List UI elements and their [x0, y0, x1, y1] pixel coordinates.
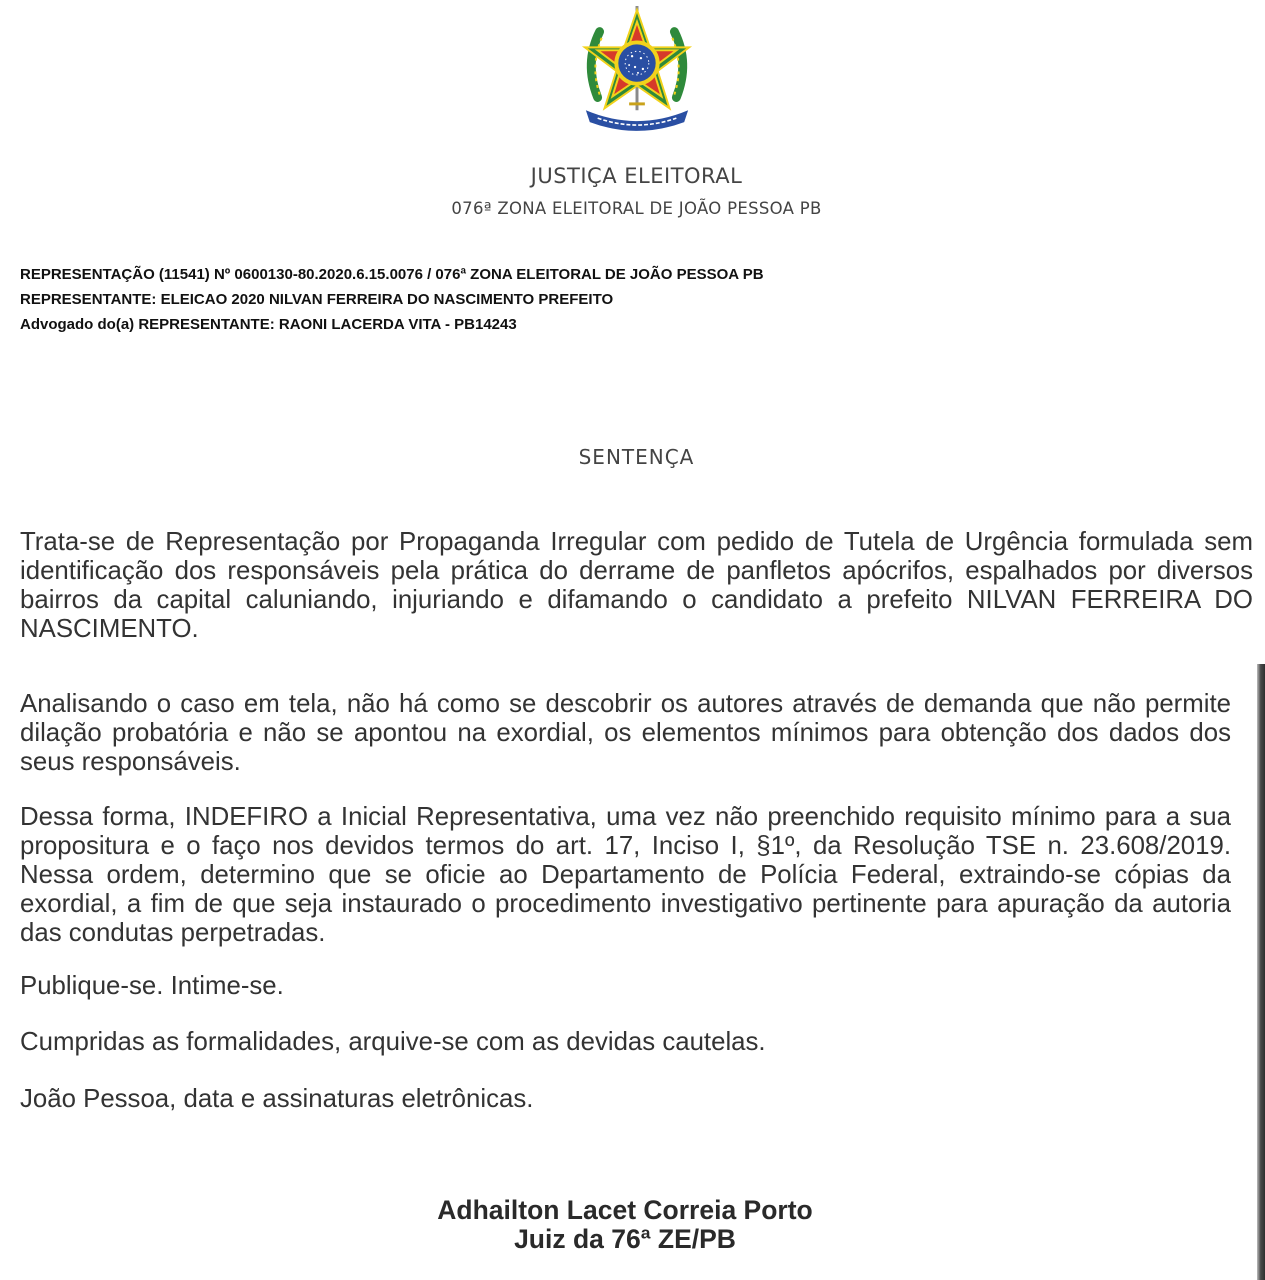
judge-role: Juiz da 76ª ZE/PB — [514, 1224, 736, 1254]
attorney-line: Advogado do(a) REPRESENTANTE: RAONI LACERDA VITA - PB14243 — [20, 316, 517, 333]
organization-title: JUSTIÇA ELEITORAL — [530, 164, 743, 188]
paragraph-archive: Cumpridas as formalidades, arquive-se com as devidas cautelas. — [20, 1028, 766, 1056]
judge-name: Adhailton Lacet Correia Porto — [437, 1195, 813, 1225]
paragraph-publish: Publique-se. Intime-se. — [20, 972, 284, 1000]
signature-block — [0, 1196, 1250, 1254]
case-info-block — [20, 262, 1120, 337]
paragraph-intro: Trata-se de Representação por Propaganda Irregular com pedido de Tutela de Urgência formulada sem identificação dos responsáveis pela prática do derrame de panfletos apócrifos, espalhados por diversos bairros da capital caluniando, injuriando e difamando o candidato a prefeito NILVAN FERREIRA DO NASCIMENTO. — [20, 528, 1253, 643]
representative-line: REPRESENTANTE: ELEICAO 2020 NILVAN FERREIRA DO NASCIMENTO PREFEITO — [20, 291, 614, 308]
document-title: SENTENÇA — [578, 445, 695, 469]
paragraph-place-date: João Pessoa, data e assinaturas eletrônicas. — [20, 1085, 534, 1113]
case-number-line: REPRESENTAÇÃO (11541) Nº 0600130-80.2020.6.15.0076 / 076ª ZONA ELEITORAL DE JOÃO PESSOA PB — [20, 266, 764, 283]
scan-edge-shadow — [1257, 664, 1265, 1280]
paragraph-analysis: Analisando o caso em tela, não há como se descobrir os autores através de demanda que não permite dilação probatória e não se apontou na exordial, os elementos mínimos para obtenção dos dados dos seus responsáveis. — [20, 690, 1231, 776]
brazil-coat-of-arms-icon — [578, 4, 696, 132]
electoral-zone-subtitle: 076ª ZONA ELEITORAL DE JOÃO PESSOA PB — [451, 199, 822, 218]
paragraph-decision: Dessa forma, INDEFIRO a Inicial Representativa, uma vez não preenchido requisito mínimo para a sua propositura e o faço nos devidos termos do art. 17, Inciso I, §1º, da Resolução TSE n. 23.608/2019. Nessa ordem, determino que se oficie ao Departamento de Polícia Federal, extraindo-se cópias da exordial, a fim de que seja instaurado o procedimento investigativo pertinente para apuração da autoria das condutas perpetradas. — [20, 803, 1231, 947]
